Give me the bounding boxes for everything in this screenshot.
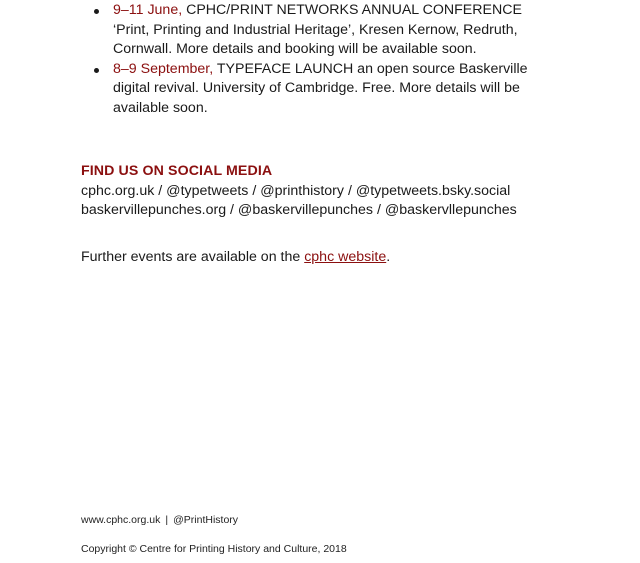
- social-links-line-2: baskervillepunches.org / @baskervillepunches / @baskervllepunches: [81, 202, 517, 218]
- social-media-heading: FIND US ON SOCIAL MEDIA: [81, 163, 273, 179]
- event-date: 8–9 September,: [113, 60, 214, 77]
- bullet-icon: [94, 9, 99, 14]
- further-events-suffix: .: [386, 248, 391, 265]
- cphc-website-link[interactable]: cphc website: [304, 248, 387, 265]
- footer-links: [81, 514, 238, 526]
- footer-separator: |: [165, 514, 169, 526]
- events-list: [81, 1, 551, 118]
- event-description: CPHC/PRINT NETWORKS ANNUAL CONFERENCE ‘Print, Printing and Industrial Heritage’, Kresen Kernow, Redruth, Cornwall. More details and booking will be available soon.: [113, 2, 522, 57]
- social-links-line-1: cphc.org.uk / @typetweets / @printhistory / @typetweets.bsky.social: [81, 182, 511, 199]
- footer-handle-link[interactable]: @PrintHistory: [173, 514, 239, 526]
- event-item: [113, 60, 551, 119]
- footer-copyright: Copyright © Centre for Printing History and Culture, 2018: [81, 543, 347, 555]
- newsletter-content: [81, 0, 551, 267]
- footer-site-link[interactable]: www.cphc.org.uk: [81, 514, 161, 526]
- further-events-prefix: Further events are available on the: [81, 248, 305, 265]
- event-item: [113, 1, 551, 60]
- event-date: 9–11 June,: [113, 2, 183, 18]
- further-events-text: [81, 248, 551, 268]
- event-description: TYPEFACE LAUNCH an open source Baskerville digital revival. University of Cambridge. Free. More details will be available soon.: [113, 60, 528, 116]
- bullet-icon: [94, 68, 99, 73]
